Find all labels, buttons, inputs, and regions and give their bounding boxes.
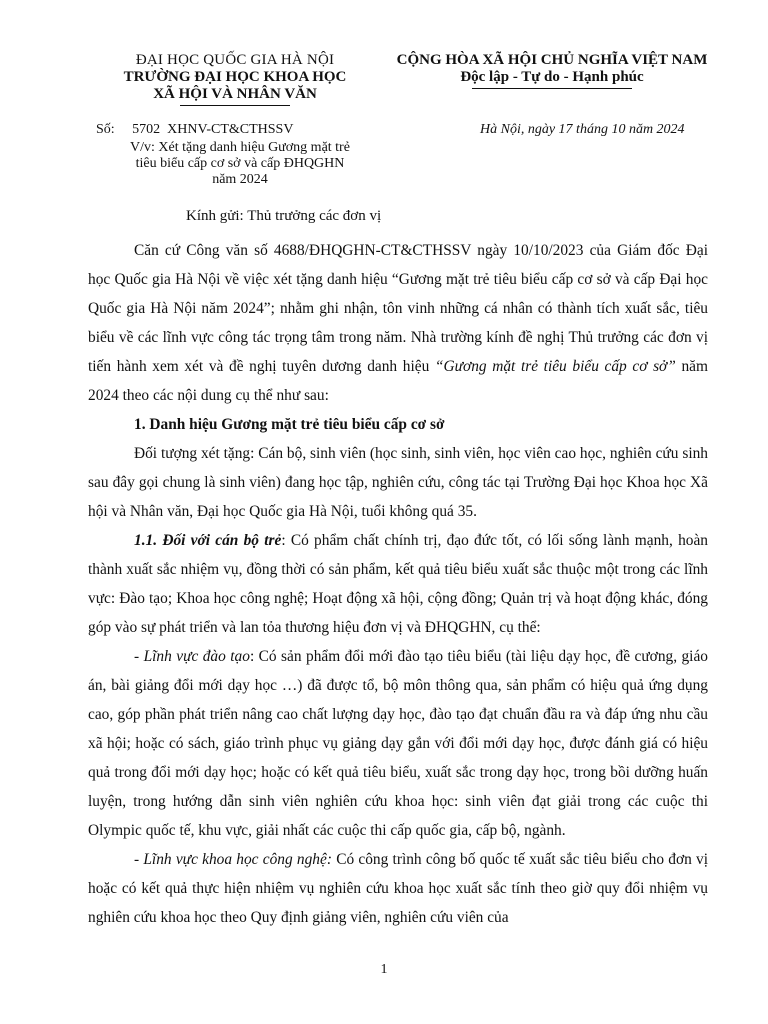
subject-line: V/v: Xét tặng danh hiệu Gương mặt trẻ xyxy=(130,140,350,155)
paragraph-eligibility: Đối tượng xét tặng: Cán bộ, sinh viên (học sinh, sinh viên, học viên cao học, nghiên cứu sinh sau đây gọi chung là sinh viên) đang học tập, nghiên cứu, công tác tại Trường Đại học Khoa học Xã hội và Nhân văn, Đại học Quốc gia Hà Nội, tuổi không quá 35. xyxy=(88,445,708,520)
issuer-name-line2: XÃ HỘI VÀ NHÂN VĂN xyxy=(153,86,317,102)
greeting: Kính gửi: Thủ trưởng các đơn vị xyxy=(186,208,382,224)
subject-line: tiêu biểu cấp cơ sở và cấp ĐHQGHN xyxy=(135,156,345,171)
page-number: 1 xyxy=(380,962,388,977)
paragraph-basis: Căn cứ Công văn số 4688/ĐHQGHN-CT&CTHSSV ngày 10/10/2023 của Giám đốc Đại học Quốc gia Hà Nội về việc xét tặng danh hiệu “Gương mặt trẻ tiêu biểu cấp cơ sở và cấp Đại học Quốc gia Hà Nội năm 2024”; nhằm ghi nhận, tôn vinh những cá nhân có thành tích xuất sắc, tiêu biểu về các lĩnh vực công tác trọng tâm trong năm. Nhà trường kính đề nghị Thủ trưởng các đơn vị tiến hành xem xét và đề nghị tuyên dương danh hiệu “Gương mặt trẻ tiêu biểu cấp cơ sở” năm 2024 theo các nội dung cụ thể như sau: xyxy=(88,242,708,404)
issuer-parent: ĐẠI HỌC QUỐC GIA HÀ NỘI xyxy=(135,52,335,68)
document-date: Hà Nội, ngày 17 tháng 10 năm 2024 xyxy=(480,122,685,137)
document-subject xyxy=(70,140,410,188)
paragraph-science-field: - Lĩnh vực khoa học công nghệ: Có công trình công bố quốc tế xuất sắc tiêu biểu cho đơn vị hoặc có kết quả thực hiện nhiệm vụ nghiên cứu khoa học xuất sắc tính theo giờ quy đổi nhiệm vụ nghiên cứu khoa học theo Quy định giảng viên, nghiên cứu viên của xyxy=(88,851,709,926)
section-heading: 1. Danh hiệu Gương mặt trẻ tiêu biểu cấp cơ sở xyxy=(134,416,445,433)
issuer-header xyxy=(70,52,400,106)
national-title: CỘNG HÒA XÃ HỘI CHỦ NGHĨA VIỆT NAM xyxy=(396,52,708,68)
document-number: Số: 5702 XHNV-CT&CTHSSV xyxy=(96,122,294,137)
motto-underline xyxy=(472,88,632,89)
issuer-name-line1: TRƯỜNG ĐẠI HỌC KHOA HỌC xyxy=(123,69,347,85)
subject-line: năm 2024 xyxy=(212,172,268,187)
issuer-underline xyxy=(180,105,290,106)
paragraph-training-field: - Lĩnh vực đào tạo: Có sản phẩm đổi mới đào tạo tiêu biểu (tài liệu dạy học, đề cương, giáo án, bài giảng đổi mới dạy học …) đã được tổ, bộ môn thông qua, sản phẩm có hiệu quả ứng dụng cao, góp phần phát triển nâng cao chất lượng dạy học, đào tạo đạt chuẩn đầu ra và đáp ứng nhu cầu xã hội; hoặc có sách, giáo trình phục vụ giảng dạy gắn với đổi mới dạy học, được đánh giá có hiệu quả trong đổi mới dạy học; hoặc có kết quả tiêu biểu, xuất sắc trong dạy học, trong bồi dưỡng huấn luyện, trong hướng dẫn sinh viên nghiên cứu khoa học: sinh viên đạt giải trong các cuộc thi Olympic quốc tế, khu vực, giải nhất các cuộc thi cấp quốc gia, cấp bộ, ngành. xyxy=(88,648,708,839)
national-header xyxy=(368,52,736,89)
document-body xyxy=(88,236,708,932)
national-motto: Độc lập - Tự do - Hạnh phúc xyxy=(460,69,644,85)
paragraph-young-staff: 1.1. Đối với cán bộ trẻ: Có phẩm chất chính trị, đạo đức tốt, có lối sống lành mạnh, hoàn thành xuất sắc nhiệm vụ, đồng thời có sản phẩm, kết quả tiêu biểu xuất sắc thuộc một trong các lĩnh vực: Đào tạo; Khoa học công nghệ; Hoạt động xã hội, cộng đồng; Quản trị và hoạt động khác, đóng góp vào sự phát triển và lan tỏa thương hiệu đơn vị và ĐHQGHN, cụ thể: xyxy=(88,532,708,636)
